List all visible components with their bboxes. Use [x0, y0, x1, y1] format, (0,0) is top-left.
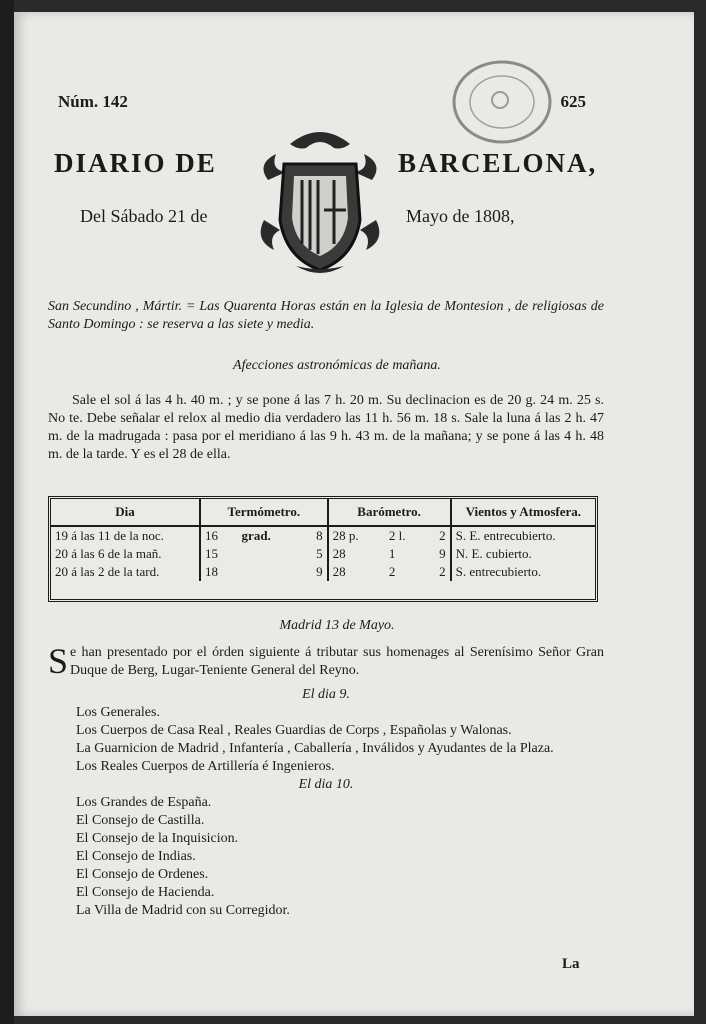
cell-bar-p: 28: [332, 546, 346, 561]
saint-notice: San Secundino , Mártir. = Las Quarenta Horas están en la Iglesia de Montesion , de religiosas de Santo Domingo : se reserva a las siete y media.: [48, 299, 604, 332]
cell-unit: [238, 563, 302, 581]
date-right: Mayo de 1808,: [406, 206, 515, 226]
cell-viento: S. entrecubierto.: [455, 564, 542, 579]
newspaper-page: [14, 12, 694, 1016]
cell-viento: N. E. cubierto.: [455, 546, 532, 561]
cell-bar-l: 1: [388, 546, 396, 561]
table-header-row: [51, 499, 595, 526]
madrid-dateline: Madrid 13 de Mayo.: [279, 618, 395, 633]
cell-frac: 9: [301, 563, 327, 581]
cell-frac: 5: [301, 545, 327, 563]
cell-term: 18: [205, 564, 218, 579]
list-item: El Consejo de Hacienda.: [76, 885, 215, 900]
cell-dia: 19 á las 11 de la noc.: [51, 526, 200, 545]
cell-unit: grad.: [241, 528, 271, 543]
cell-dia: 20 á las 6 de la mañ.: [51, 545, 200, 563]
cell-frac: 8: [301, 526, 327, 545]
intro-text: e han presentado por el órden siguiente á tributar sus homenages al Serenísimo Señor Gran Duque de Berg, Lugar-Teniente General del Reyno.: [70, 645, 604, 678]
cell-term: 16: [205, 528, 218, 543]
cell-bar-f: 2: [425, 563, 450, 581]
list-item: Los Generales.: [76, 705, 160, 720]
day-heading-10: El dia 10.: [298, 777, 354, 792]
weather-table: [48, 496, 598, 602]
catchword: La: [562, 956, 580, 972]
col-header-dia: Dia: [51, 499, 200, 526]
cell-viento: S. E. entrecubierto.: [455, 528, 556, 543]
day-heading-9: El dia 9.: [302, 687, 350, 702]
cell-dia: 20 á las 2 de la tard.: [51, 563, 200, 581]
list-item: El Consejo de Castilla.: [76, 813, 205, 828]
list-item: El Consejo de Ordenes.: [76, 867, 209, 882]
cell-bar-l: 2: [388, 564, 396, 579]
list-item: Los Cuerpos de Casa Real , Reales Guardias de Corps , Españolas y Walonas.: [76, 723, 512, 738]
astro-heading: Afecciones astronómicas de mañana.: [233, 358, 441, 373]
list-item: El Consejo de la Inquisicion.: [76, 831, 239, 846]
masthead-title-right: BARCELONA,: [398, 148, 598, 178]
drop-cap: S: [48, 641, 69, 681]
madrid-intro: [48, 641, 604, 681]
book-spine: [0, 0, 14, 1024]
page-number: 625: [560, 92, 586, 111]
coat-of-arms-icon: [250, 120, 390, 280]
cell-term: 15: [205, 546, 218, 561]
cell-bar-p: 28: [332, 564, 346, 579]
table-row: [51, 545, 595, 563]
masthead-title-left: DIARIO DE: [54, 148, 217, 178]
list-item: El Consejo de Indias.: [76, 849, 196, 864]
cell-bar-p: 28 p.: [332, 528, 359, 543]
col-header-vientos: Vientos y Atmosfera.: [451, 499, 595, 526]
list-item: Los Grandes de España.: [76, 795, 212, 810]
date-left: Del Sábado 21 de: [80, 206, 208, 226]
col-header-barometro: Barómetro.: [328, 499, 451, 526]
cell-unit: [238, 545, 302, 563]
homage-list: [48, 686, 604, 920]
cell-bar-f: 2: [425, 526, 450, 545]
col-header-termometro: Termómetro.: [200, 499, 328, 526]
library-stamp-icon: [442, 54, 562, 150]
list-item: La Villa de Madrid con su Corregidor.: [76, 903, 290, 918]
issue-number: Núm. 142: [58, 92, 128, 111]
cell-bar-f: 9: [425, 545, 450, 563]
list-item: La Guarnicion de Madrid , Infantería , Caballería , Inválidos y Ayudantes de la Plaza.: [76, 741, 554, 756]
table-row: [51, 563, 595, 581]
astro-paragraph: Sale el sol á las 4 h. 40 m. ; y se pone á las 7 h. 20 m. Su declinacion es de 20 g. 24 m. 25 s. No te. Debe señalar el relox al medio dia verdadero las 11 h. 56 m. 18 s. Sale la luna á las 2 h. 47 m. de la madrugada : pasa por el meridiano á las 9 h. 43 m. de la mañana; y se pone á las 4 h. 48 m. de la tarde. Y es el 28 de ella.: [48, 393, 604, 462]
list-item: Los Reales Cuerpos de Artillería é Ingenieros.: [76, 759, 335, 774]
cell-bar-l: 2 l.: [388, 528, 406, 543]
table-row: [51, 526, 595, 545]
